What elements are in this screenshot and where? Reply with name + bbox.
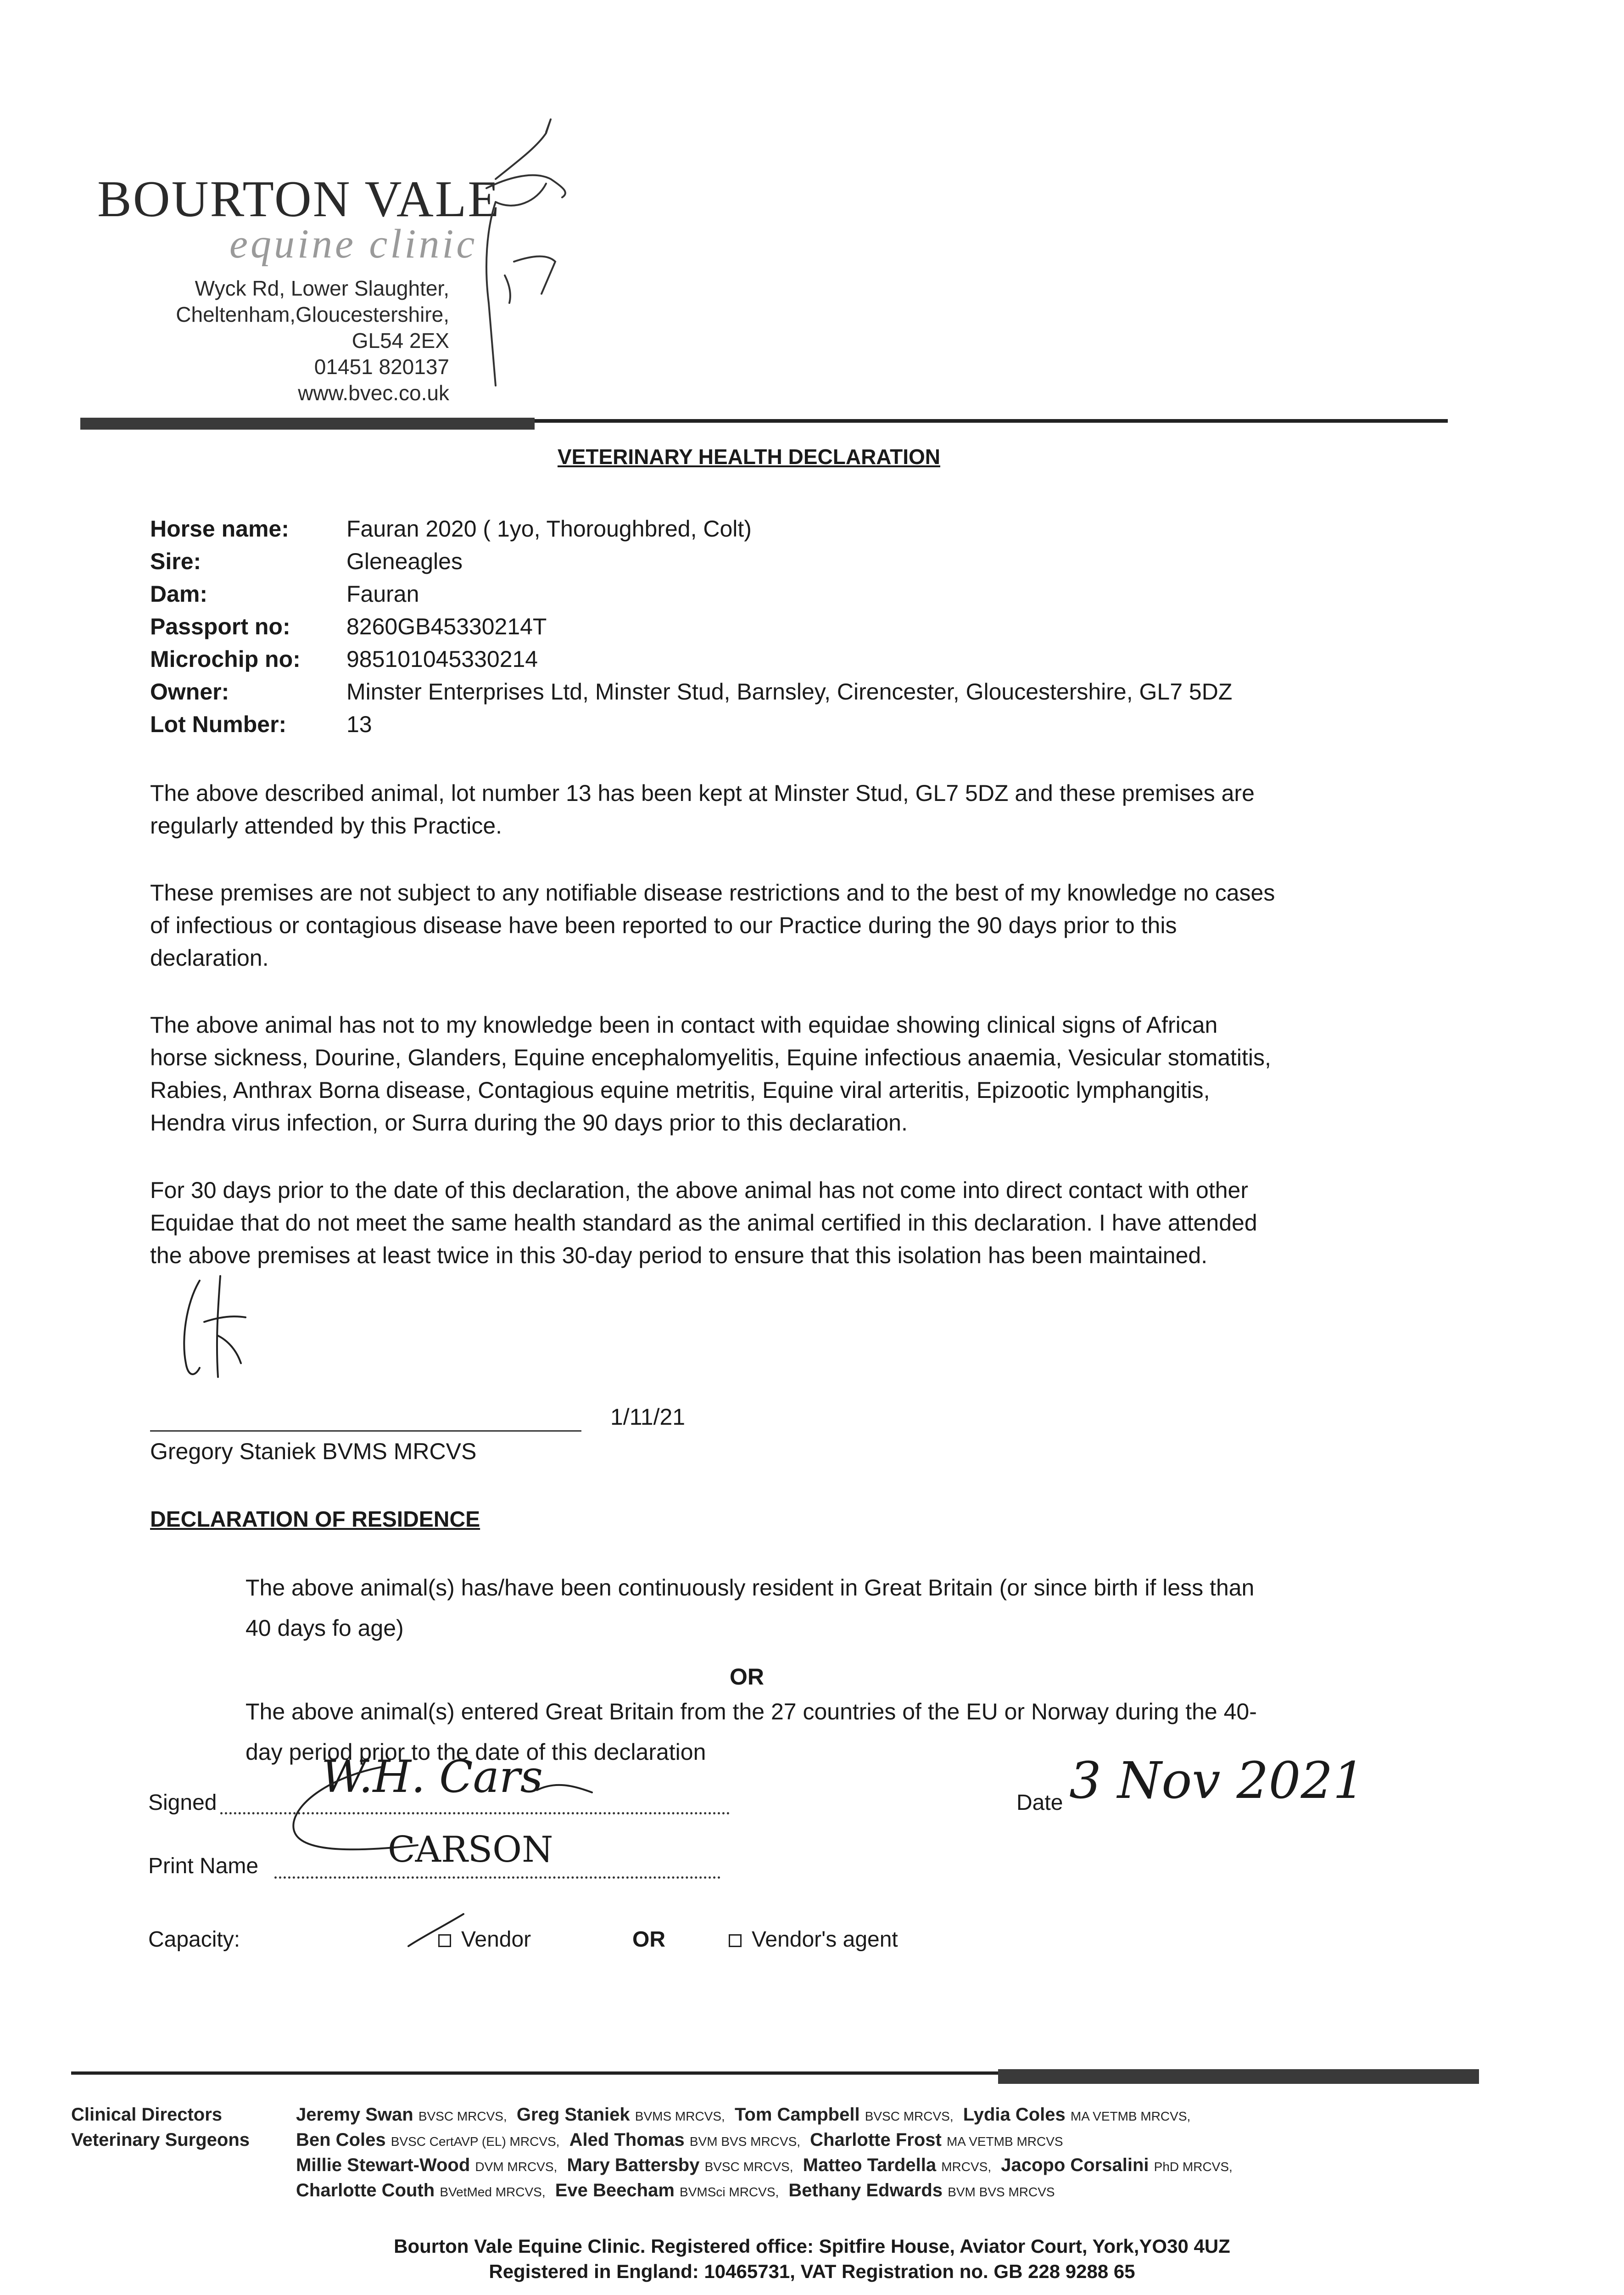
address-line: Cheltenham,Gloucestershire, xyxy=(176,302,449,326)
detail-value: Minster Enterprises Ltd, Minster Stud, Barnsley, Cirencester, Gloucestershire, GL7 5DZ xyxy=(346,679,1233,705)
clinical-directors-label: Clinical Directors xyxy=(71,2105,223,2125)
staff-name: Greg Staniek xyxy=(516,2105,630,2125)
detail-value: Fauran xyxy=(346,581,419,607)
detail-label: Lot Number: xyxy=(150,711,287,737)
registered-office: Bourton Vale Equine Clinic. Registered office: Spitfire House, Aviator Court, York,YO30 4UZ xyxy=(394,2235,1230,2257)
detail-label: Dam: xyxy=(150,581,208,607)
staff-name: Mary Battersby xyxy=(567,2155,700,2175)
address-line: Wyck Rd, Lower Slaughter, xyxy=(195,276,449,300)
staff-name: Lydia Coles xyxy=(963,2105,1066,2125)
staff-quals: MA VETMB MRCVS, xyxy=(1070,2109,1191,2123)
staff-quals: MRCVS, xyxy=(941,2160,992,2174)
residence-option-1 xyxy=(246,1567,1370,1648)
checkmark-icon xyxy=(404,1909,468,1955)
vendor-label: Vendor xyxy=(461,1927,531,1952)
document-title: VETERINARY HEALTH DECLARATION xyxy=(558,445,940,469)
capacity-or: OR xyxy=(632,1927,665,1952)
paragraph-line: the above premises at least twice in this 30-day period to ensure that this isolation has been maintained. xyxy=(150,1243,1208,1268)
staff-quals: BVMSci MRCVS, xyxy=(680,2185,779,2199)
detail-label: Sire: xyxy=(150,549,201,574)
horse-head-logo-icon xyxy=(477,110,587,395)
detail-value: Gleneagles xyxy=(346,549,463,574)
paragraph-contact-diseases xyxy=(150,1009,1371,1139)
staff-quals: BVMS MRCVS, xyxy=(635,2109,725,2123)
staff-name: Millie Stewart-Wood xyxy=(296,2155,470,2175)
clinic-address xyxy=(176,275,449,406)
detail-value: Fauran 2020 ( 1yo, Thoroughbred, Colt) xyxy=(346,516,752,542)
residence-date: 3 Nov 2021 xyxy=(1069,1751,1365,1810)
paragraph-line: The above animal(s) entered Great Britain from the 27 countries of the EU or Norway during the 40- xyxy=(246,1699,1257,1724)
detail-label: Horse name: xyxy=(150,516,289,542)
staff-name: Jacopo Corsalini xyxy=(1001,2155,1149,2175)
detail-value: 8260GB45330214T xyxy=(346,614,547,639)
staff-line xyxy=(296,2180,1060,2201)
signature-line xyxy=(150,1430,581,1432)
paragraph-premises xyxy=(150,777,1371,842)
staff-quals: DVM MRCVS, xyxy=(475,2160,558,2174)
capacity-label: Capacity: xyxy=(148,1927,240,1952)
residence-heading: DECLARATION OF RESIDENCE xyxy=(150,1507,480,1532)
staff-name: Eve Beecham xyxy=(555,2180,675,2200)
date-label: Date xyxy=(1016,1791,1063,1815)
website: www.bvec.co.uk xyxy=(298,381,449,405)
footer-divider xyxy=(71,2071,998,2075)
paragraph-line: day period prior to the date of this declaration xyxy=(246,1739,706,1765)
paragraph-line: declaration. xyxy=(150,945,269,971)
staff-name: Tom Campbell xyxy=(734,2105,860,2125)
detail-label: Microchip no: xyxy=(150,646,301,672)
residence-or: OR xyxy=(730,1664,764,1690)
detail-label: Passport no: xyxy=(150,614,290,639)
paragraph-line: The above animal has not to my knowledge been in contact with equidae showing clinical signs of African xyxy=(150,1012,1218,1038)
footer-divider-thick xyxy=(998,2069,1479,2084)
print-name-field-line xyxy=(274,1876,720,1879)
staff-quals: PhD MRCVS, xyxy=(1154,2160,1233,2174)
staff-name: Ben Coles xyxy=(296,2130,386,2150)
clinic-name: BOURTON VALE xyxy=(97,171,501,228)
paragraph-disease-restrictions xyxy=(150,877,1371,974)
staff-quals: BVSC MRCVS, xyxy=(418,2109,507,2123)
agent-label: Vendor's agent xyxy=(752,1927,898,1952)
staff-name: Bethany Edwards xyxy=(788,2180,943,2200)
vet-signature xyxy=(177,1271,259,1382)
paragraph-line: These premises are not subject to any notifiable disease restrictions and to the best of my knowledge no cases xyxy=(150,880,1275,906)
agent-checkbox[interactable] xyxy=(729,1934,742,1947)
staff-quals: BVSC MRCVS, xyxy=(704,2160,793,2174)
vet-name: Gregory Staniek BVMS MRCVS xyxy=(150,1439,477,1464)
paragraph-line: horse sickness, Dourine, Glanders, Equine encephalomyelitis, Equine infectious anaemia, Vesicular stomatitis, xyxy=(150,1045,1271,1070)
signed-label: Signed xyxy=(148,1791,217,1815)
staff-quals: MA VETMB MRCVS xyxy=(946,2134,1063,2149)
staff-quals: BVSC CertAVP (EL) MRCVS, xyxy=(391,2134,560,2149)
paragraph-line: regularly attended by this Practice. xyxy=(150,813,502,839)
paragraph-line: The above described animal, lot number 13 has been kept at Minster Stud, GL7 5DZ and these premises are xyxy=(150,780,1255,806)
staff-line xyxy=(296,2105,1195,2125)
staff-name: Charlotte Frost xyxy=(810,2130,942,2150)
staff-quals: BVetMed MRCVS, xyxy=(440,2185,546,2199)
address-line: GL54 2EX xyxy=(352,329,449,353)
staff-quals: BVM BVS MRCVS, xyxy=(689,2134,801,2149)
staff-quals: BVSC MRCVS, xyxy=(865,2109,954,2123)
staff-name: Aled Thomas xyxy=(569,2130,685,2150)
paragraph-line: 40 days fo age) xyxy=(246,1615,404,1641)
header-divider-thin xyxy=(535,419,1448,423)
staff-quals: BVM BVS MRCVS xyxy=(948,2185,1055,2199)
paragraph-line: of infectious or contagious disease have been reported to our Practice during the 90 days prior to this xyxy=(150,912,1177,938)
detail-label: Owner: xyxy=(150,679,229,705)
company-registration: Registered in England: 10465731, VAT Registration no. GB 228 9288 65 xyxy=(489,2261,1135,2282)
staff-name: Matteo Tardella xyxy=(803,2155,937,2175)
capacity-option-agent[interactable] xyxy=(729,1927,898,1952)
paragraph-line: The above animal(s) has/have been continuously resident in Great Britain (or since birth if less than xyxy=(246,1575,1255,1601)
print-name-label: Print Name xyxy=(148,1854,259,1878)
owner-signature: W.H. Cars xyxy=(321,1751,543,1802)
header-divider xyxy=(80,418,535,430)
paragraph-line: Equidae that do not meet the same health standard as the animal certified in this declaration. I have attended xyxy=(150,1210,1257,1236)
print-name-value: CARSON xyxy=(388,1829,553,1870)
vet-signature-date: 1/11/21 xyxy=(610,1404,686,1430)
staff-line xyxy=(296,2155,1237,2176)
phone-number: 01451 820137 xyxy=(314,355,449,379)
staff-name: Jeremy Swan xyxy=(296,2105,413,2125)
detail-value: 13 xyxy=(346,711,372,737)
staff-line xyxy=(296,2130,1068,2150)
detail-value: 985101045330214 xyxy=(346,646,538,672)
paragraph-line: Hendra virus infection, or Surra during the 90 days prior to this declaration. xyxy=(150,1110,908,1136)
paragraph-isolation xyxy=(150,1174,1371,1272)
staff-name: Charlotte Couth xyxy=(296,2180,435,2200)
paragraph-line: Rabies, Anthrax Borna disease, Contagious equine metritis, Equine viral arteritis, Epizootic lymphangitis, xyxy=(150,1077,1210,1103)
paragraph-line: For 30 days prior to the date of this declaration, the above animal has not come into direct contact with other xyxy=(150,1177,1248,1203)
veterinary-surgeons-label: Veterinary Surgeons xyxy=(71,2130,250,2150)
clinic-subtitle: equine clinic xyxy=(229,221,478,267)
